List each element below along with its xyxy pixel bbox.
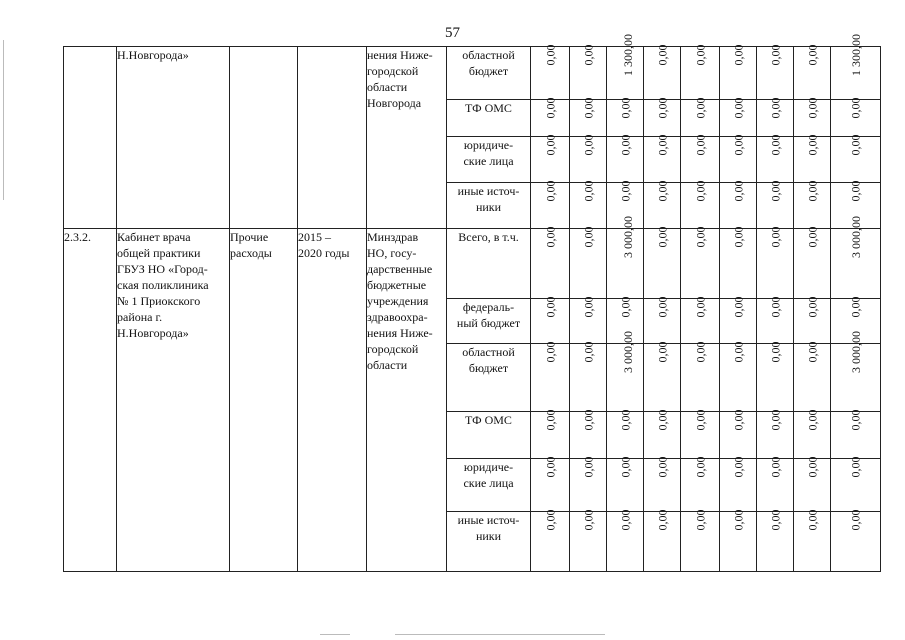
amount-cell [794,509,831,572]
funding-source-cell [447,183,531,229]
amount-value: 0,00 [805,226,819,248]
funding-source-cell [447,100,531,137]
table-row [64,229,881,299]
amount-value: 0,00 [693,509,707,531]
amount-value: 0,00 [543,226,557,248]
amount-cell [831,456,881,512]
executor-line: области [367,80,408,94]
period-line: 2015 – [298,230,331,244]
amount-value: 3 000,00 [848,216,863,258]
amount-cell [831,331,881,412]
amount-value: 0,00 [655,456,669,478]
amount-value: 0,00 [618,134,632,156]
funding-source-cell [447,344,531,412]
executor-line: городской [367,64,419,78]
executor-line: нения Ниже- [367,48,433,62]
period-cell [298,229,367,572]
amount-cell [831,409,881,459]
item-name-line: района г. [117,310,163,324]
amount-cell [681,97,720,137]
amount-cell [757,134,794,183]
amount-cell [644,180,681,229]
scan-edge-bottom-2 [395,634,605,635]
amount-value: 0,00 [543,456,557,478]
amount-cell [570,226,607,299]
amount-value: 0,00 [805,296,819,318]
executor-line: области [367,358,408,372]
funding-source-label: юридиче- [463,460,514,474]
amount-value: 0,00 [693,409,707,431]
amount-value: 0,00 [655,44,669,66]
amount-cell [607,216,644,299]
amount-value: 0,00 [805,509,819,531]
budget-table [63,34,881,572]
amount-value: 0,00 [848,97,863,119]
amount-cell [720,97,757,137]
amount-cell [681,296,720,344]
funding-source-cell [447,299,531,344]
amount-value: 0,00 [655,226,669,248]
executor-line: учреждения [367,294,429,308]
amount-value: 0,00 [543,180,557,202]
amount-value: 0,00 [655,180,669,202]
amount-value: 0,00 [655,341,669,363]
amount-value: 0,00 [693,180,707,202]
expense-type-line: расходы [230,246,272,260]
amount-value: 0,00 [805,456,819,478]
amount-value: 0,00 [693,341,707,363]
funding-source-label: ские лица [463,476,514,490]
amount-cell [531,134,570,183]
amount-value: 0,00 [768,134,782,156]
amount-value: 0,00 [693,296,707,318]
executor-line: дарственные [367,262,433,276]
item-name-line: № 1 Приокского [117,294,201,308]
page-number: 57 [445,25,460,41]
amount-value: 0,00 [543,409,557,431]
amount-cell [570,409,607,459]
amount-cell [720,509,757,572]
scan-edge-left [3,40,4,200]
funding-source-label: ный бюджет [456,316,521,330]
amount-cell [607,34,644,100]
amount-value: 0,00 [768,180,782,202]
amount-value: 0,00 [768,456,782,478]
executor-line: городской [367,342,419,356]
amount-cell [531,97,570,137]
amount-value: 0,00 [655,97,669,119]
funding-source-label: бюджет [468,64,509,78]
amount-cell [757,409,794,459]
expense-type-cell [230,47,298,229]
amount-value: 0,00 [768,97,782,119]
amount-value: 0,00 [693,134,707,156]
amount-value: 0,00 [731,134,745,156]
amount-cell [607,331,644,412]
amount-cell [831,134,881,183]
amount-cell [681,226,720,299]
amount-cell [570,180,607,229]
amount-cell [607,456,644,512]
amount-cell [531,341,570,412]
amount-value: 0,00 [581,44,595,66]
item-name-cell [117,229,230,572]
amount-value: 0,00 [768,296,782,318]
item-name-line: Н.Новгорода» [117,48,189,62]
amount-value: 0,00 [581,456,595,478]
amount-cell [720,409,757,459]
amount-cell [644,44,681,100]
amount-cell [531,226,570,299]
amount-value: 0,00 [543,134,557,156]
amount-value: 0,00 [805,409,819,431]
amount-value: 0,00 [848,296,863,318]
item-name-line: общей практики [117,246,201,260]
table-row [64,47,881,100]
amount-value: 0,00 [848,409,863,431]
amount-cell [794,456,831,512]
amount-value: 0,00 [655,409,669,431]
amount-value: 0,00 [618,180,632,202]
amount-value: 0,00 [805,97,819,119]
funding-source-label: ники [475,200,502,214]
amount-value: 0,00 [655,296,669,318]
amount-cell [757,97,794,137]
funding-source-label: областной [462,48,515,62]
amount-cell [570,509,607,572]
executor-line: Новгорода [367,96,422,110]
funding-source-label: ТФ ОМС [465,101,512,115]
amount-value: 0,00 [768,509,782,531]
amount-value: 0,00 [731,341,745,363]
amount-value: 0,00 [618,456,632,478]
amount-value: 0,00 [731,44,745,66]
amount-value: 1 300,00 [848,34,863,76]
amount-cell [794,134,831,183]
amount-cell [681,409,720,459]
amount-cell [531,509,570,572]
amount-value: 0,00 [543,296,557,318]
amount-value: 0,00 [731,180,745,202]
funding-source-label: федераль- [462,300,515,314]
funding-source-cell [447,47,531,100]
period-cell [298,47,367,229]
amount-cell [831,34,881,100]
amount-cell [794,296,831,344]
item-name-cell [117,47,230,229]
amount-cell [831,216,881,299]
amount-value: 0,00 [581,134,595,156]
amount-value: 0,00 [581,409,595,431]
amount-value: 0,00 [618,409,632,431]
amount-cell [607,409,644,459]
amount-cell [570,134,607,183]
amount-cell [757,180,794,229]
amount-value: 0,00 [768,341,782,363]
amount-cell [531,180,570,229]
amount-cell [794,226,831,299]
amount-cell [720,180,757,229]
amount-value: 0,00 [731,226,745,248]
amount-cell [757,341,794,412]
amount-cell [531,296,570,344]
item-number-cell [64,47,117,229]
funding-source-label: областной [462,345,515,359]
amount-value: 3 000,00 [621,216,635,258]
executor-line: Минздрав [367,230,419,244]
amount-cell [757,226,794,299]
amount-cell [644,409,681,459]
amount-cell [607,509,644,572]
amount-value: 0,00 [693,97,707,119]
funding-source-label: Всего, в т.ч. [458,230,519,244]
item-name-line: Кабинет врача [117,230,191,244]
executor-line: здравоохра- [367,310,428,324]
amount-cell [681,509,720,572]
amount-cell [531,44,570,100]
amount-value: 0,00 [768,226,782,248]
funding-source-label: иные источ- [457,184,520,198]
amount-value: 0,00 [618,296,632,318]
funding-source-cell [447,459,531,512]
amount-value: 3 000,00 [848,331,863,373]
amount-cell [794,409,831,459]
amount-value: 0,00 [731,409,745,431]
funding-source-label: ские лица [463,154,514,168]
amount-value: 0,00 [618,509,632,531]
amount-cell [681,180,720,229]
item-number-cell [64,229,117,572]
amount-cell [570,456,607,512]
amount-value: 0,00 [731,97,745,119]
amount-value: 0,00 [848,134,863,156]
amount-cell [644,509,681,572]
amount-value: 0,00 [693,44,707,66]
amount-value: 3 000,00 [621,331,635,373]
period-line: 2020 годы [298,246,350,260]
amount-cell [570,44,607,100]
amount-cell [720,296,757,344]
amount-value: 0,00 [581,226,595,248]
amount-cell [720,226,757,299]
amount-cell [644,97,681,137]
amount-cell [794,44,831,100]
amount-value: 0,00 [768,44,782,66]
funding-source-cell [447,137,531,183]
amount-value: 0,00 [805,134,819,156]
amount-value: 0,00 [543,44,557,66]
amount-value: 0,00 [731,296,745,318]
amount-value: 0,00 [693,456,707,478]
amount-cell [757,44,794,100]
amount-cell [531,409,570,459]
funding-source-label: иные источ- [457,513,520,527]
amount-cell [757,296,794,344]
amount-cell [831,97,881,137]
amount-cell [757,456,794,512]
amount-value: 0,00 [693,226,707,248]
amount-cell [531,456,570,512]
item-name-line: Н.Новгорода» [117,326,189,340]
amount-value: 0,00 [805,180,819,202]
amount-cell [794,341,831,412]
amount-cell [720,341,757,412]
expense-type-line: Прочие [230,230,269,244]
amount-cell [570,341,607,412]
amount-cell [644,341,681,412]
amount-value: 0,00 [848,180,863,202]
item-name-line: ГБУЗ НО «Город- [117,262,208,276]
amount-value: 1 300,00 [621,34,635,76]
amount-cell [794,97,831,137]
amount-value: 0,00 [543,97,557,119]
amount-value: 0,00 [581,341,595,363]
amount-cell [644,296,681,344]
amount-value: 0,00 [731,509,745,531]
amount-cell [681,134,720,183]
executor-cell [367,229,447,572]
executor-line: НО, госу- [367,246,417,260]
amount-cell [644,456,681,512]
amount-cell [757,509,794,572]
amount-value: 0,00 [618,97,632,119]
amount-cell [681,341,720,412]
amount-cell [607,97,644,137]
amount-value: 0,00 [543,509,557,531]
expense-type-cell [230,229,298,572]
amount-cell [570,97,607,137]
amount-value: 0,00 [655,509,669,531]
amount-cell [794,180,831,229]
item-number: 2.3.2. [64,230,91,244]
funding-source-cell [447,412,531,459]
executor-line: бюджетные [367,278,427,292]
amount-value: 0,00 [581,509,595,531]
amount-cell [644,134,681,183]
funding-source-label: бюджет [468,361,509,375]
amount-cell [720,134,757,183]
amount-value: 0,00 [581,180,595,202]
funding-source-cell [447,512,531,572]
amount-value: 0,00 [848,509,863,531]
amount-cell [720,44,757,100]
amount-cell [644,226,681,299]
amount-cell [570,296,607,344]
amount-value: 0,00 [768,409,782,431]
amount-value: 0,00 [805,341,819,363]
scan-edge-bottom [320,634,350,635]
executor-line: нения Ниже- [367,326,433,340]
amount-value: 0,00 [848,456,863,478]
amount-value: 0,00 [543,341,557,363]
amount-cell [831,509,881,572]
amount-cell [681,44,720,100]
executor-cell [367,47,447,229]
amount-cell [681,456,720,512]
amount-cell [720,456,757,512]
funding-source-label: ники [475,529,502,543]
amount-cell [607,134,644,183]
amount-value: 0,00 [655,134,669,156]
funding-source-cell [447,229,531,299]
funding-source-label: ТФ ОМС [465,413,512,427]
amount-value: 0,00 [581,296,595,318]
amount-value: 0,00 [731,456,745,478]
item-name-line: ская поликлиника [117,278,209,292]
funding-source-label: юридиче- [463,138,514,152]
amount-value: 0,00 [581,97,595,119]
amount-value: 0,00 [805,44,819,66]
